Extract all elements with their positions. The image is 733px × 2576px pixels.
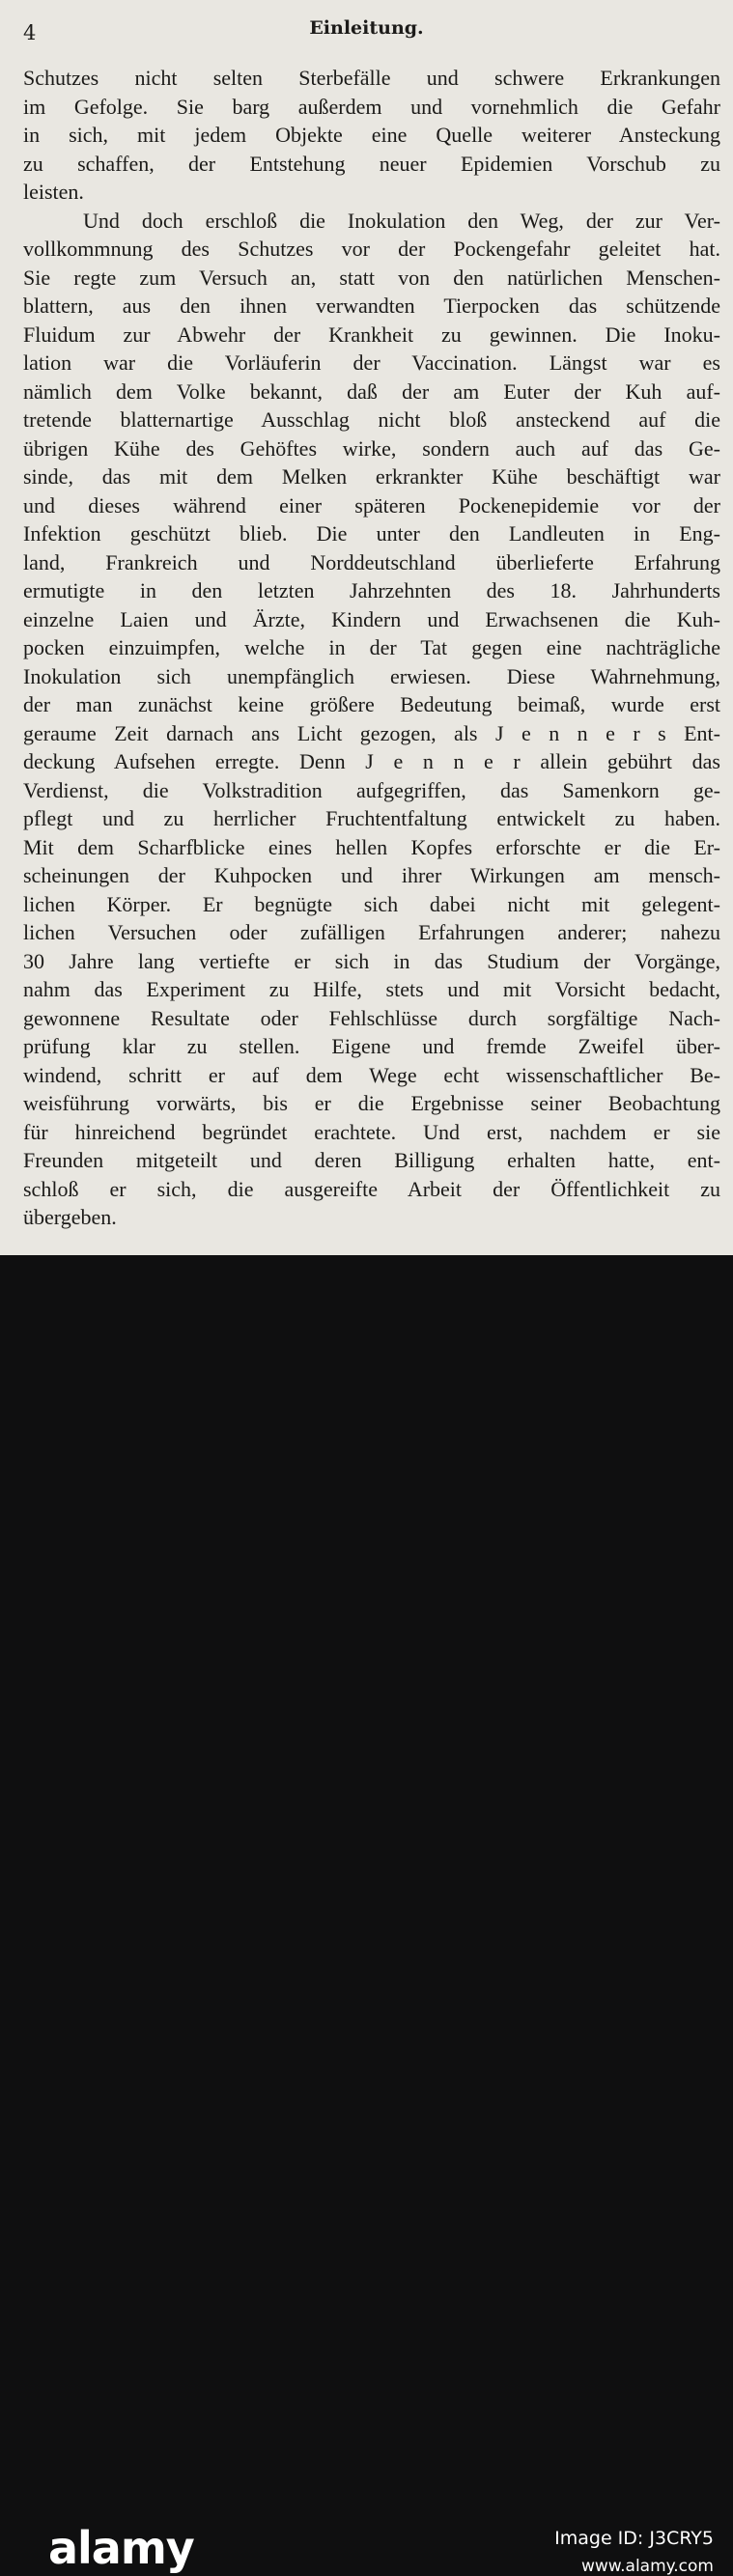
text-line: sinde, das mit dem Melken erkrankter Kühe beschäftigt war bbox=[23, 464, 720, 489]
running-title: Einleitung. bbox=[309, 17, 424, 39]
text-line: der man zunächst keine größere Bedeutung beimaß, wurde erst bbox=[23, 692, 720, 716]
text-line: leisten. bbox=[23, 180, 84, 204]
text-line: weisführung vorwärts, bis er die Ergebnisse seiner Beobachtung bbox=[23, 1091, 720, 1115]
text-line: blattern, aus den ihnen verwandten Tierpocken das schützende bbox=[23, 294, 720, 318]
text-line: windend, schritt er auf dem Wege echt wissenschaftlicher Be- bbox=[23, 1062, 720, 1087]
text-line: Freunden mitgeteilt und deren Billigung erhalten hatte, ent- bbox=[23, 1148, 720, 1172]
watermark-footer bbox=[0, 1255, 733, 2576]
image-id-label: Image ID: J3CRY5 bbox=[554, 2528, 714, 2549]
body-text bbox=[23, 64, 720, 1232]
text-line: Und doch erschloß die Inokulation den Weg, der zur Ver- bbox=[83, 208, 720, 233]
text-line: Fluidum zur Abwehr der Krankheit zu gewinnen. Die Inoku- bbox=[23, 322, 720, 347]
text-line: land, Frankreich und Norddeutschland überlieferte Erfahrung bbox=[23, 549, 720, 574]
text-line: Verdienst, die Volkstradition aufgegriffen, das Samenkorn ge- bbox=[23, 777, 720, 802]
text-line: einzelne Laien und Ärzte, Kindern und Erwachsenen die Kuh- bbox=[23, 606, 720, 631]
text-line: prüfung klar zu stellen. Eigene und fremde Zweifel über- bbox=[23, 1034, 720, 1058]
book-page bbox=[0, 0, 733, 1255]
paragraph-1 bbox=[23, 64, 720, 207]
page-number: 4 bbox=[23, 21, 37, 44]
text-line: Infektion geschützt blieb. Die unter den Landleuten in Eng- bbox=[23, 521, 720, 546]
text-line: nahm das Experiment zu Hilfe, stets und mit Vorsicht bedacht, bbox=[23, 977, 720, 1001]
text-line: im Gefolge. Sie barg außerdem und vornehmlich die Gefahr bbox=[23, 94, 720, 119]
text-line: pflegt und zu herrlicher Fruchtentfaltung entwickelt zu haben. bbox=[23, 806, 720, 830]
text-line: und dieses während einer späteren Pockenepidemie vor der bbox=[23, 492, 720, 518]
text-line: übrigen Kühe des Gehöftes wirke, sondern auch auf das Ge- bbox=[23, 435, 720, 461]
text-line: Mit dem Scharfblicke eines hellen Kopfes erforschte er die Er- bbox=[23, 834, 720, 859]
paragraph-2 bbox=[23, 207, 720, 1232]
text-line: in sich, mit jedem Objekte eine Quelle weiterer Ansteckung bbox=[23, 123, 720, 147]
site-url-label: www.alamy.com bbox=[580, 2557, 714, 2576]
text-line: lichen Versuchen oder zufälligen Erfahrungen anderer; nahezu bbox=[23, 920, 720, 944]
text-line: Schutzes nicht selten Sterbefälle und schwere Erkrankungen bbox=[23, 66, 720, 90]
text-line: geraume Zeit darnach ans Licht gezogen, als J e n n e r s Ent- bbox=[23, 720, 720, 745]
text-line: pocken einzuimpfen, welche in der Tat gegen eine nachträgliche bbox=[23, 635, 720, 659]
text-line: scheinungen der Kuhpocken und ihrer Wirkungen am mensch- bbox=[23, 863, 720, 887]
text-line: nämlich dem Volke bekannt, daß der am Euter der Kuh auf- bbox=[23, 378, 720, 404]
text-line: ermutigte in den letzten Jahrzehnten des 18. Jahrhunderts bbox=[23, 578, 720, 602]
text-line: schloß er sich, die ausgereifte Arbeit der Öffentlichkeit zu bbox=[23, 1176, 720, 1201]
text-line: zu schaffen, der Entstehung neuer Epidemien Vorschub zu bbox=[23, 151, 720, 176]
text-line: Inokulation sich unempfänglich erwiesen. Diese Wahrnehmung, bbox=[23, 663, 720, 688]
text-line: vollkommnung des Schutzes vor der Pockengefahr geleitet hat. bbox=[23, 237, 720, 261]
text-line: 30 Jahre lang vertiefte er sich in das Studium der Vorgänge, bbox=[23, 948, 720, 973]
alamy-logo: alamy bbox=[48, 2522, 194, 2574]
text-line: lation war die Vorläuferin der Vaccination. Längst war es bbox=[23, 350, 720, 375]
text-line: Sie regte zum Versuch an, statt von den natürlichen Menschen- bbox=[23, 265, 720, 290]
text-line: übergeben. bbox=[23, 1205, 117, 1229]
text-line: für hinreichend begründet erachtete. Und erst, nachdem er sie bbox=[23, 1119, 720, 1144]
text-line: tretende blatternartige Ausschlag nicht bloß ansteckend auf die bbox=[23, 407, 720, 432]
text-line: lichen Körper. Er begnügte sich dabei nicht mit gelegent- bbox=[23, 891, 720, 916]
text-line: gewonnene Resultate oder Fehlschlüsse durch sorgfältige Nach- bbox=[23, 1005, 720, 1030]
text-line: deckung Aufsehen erregte. Denn J e n n e r allein gebührt das bbox=[23, 749, 720, 773]
